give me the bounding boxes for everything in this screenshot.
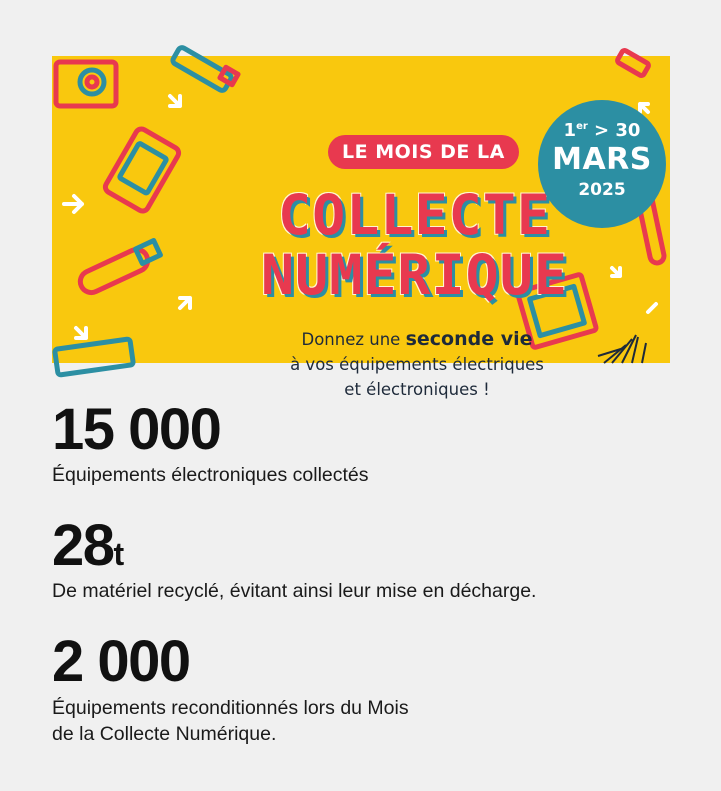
arrow-icon	[640, 104, 648, 112]
tagline-line2: à vos équipements électriques	[290, 355, 544, 374]
stat-value: 2 000	[52, 629, 190, 694]
tagline-line3: et électroniques !	[344, 380, 490, 399]
arrow-icon	[76, 328, 86, 338]
arrow-icon	[64, 196, 82, 212]
date-range	[538, 120, 666, 141]
date-badge	[538, 100, 666, 228]
stat-label-collected: Équipements électroniques collectés	[52, 464, 369, 486]
banner-pill-label: LE MOIS DE LA	[328, 135, 519, 169]
tagline-line1	[252, 327, 582, 352]
banner-title-line1: COLLECTE	[278, 183, 551, 247]
stat-value: 15 000	[52, 397, 221, 462]
arrow-icon	[180, 298, 190, 308]
tagline-pre: Donnez une	[301, 330, 406, 349]
gadget-icon	[617, 49, 650, 76]
stat-number-collected	[52, 396, 220, 463]
smartphone-icon	[103, 127, 181, 213]
date-range-rest: > 30	[587, 120, 641, 141]
date-day-start: 1	[563, 120, 577, 141]
arrow-icon	[648, 304, 656, 312]
banner-title-line2: NUMÉRIQUE	[260, 243, 568, 307]
stat-number-refurbished	[52, 628, 190, 695]
camera-icon	[56, 62, 116, 106]
stat-unit: t	[113, 536, 125, 572]
cable-icon	[598, 335, 646, 363]
stat-label-line1: Équipements reconditionnés lors du Mois	[52, 697, 409, 719]
stat-label-recycled: De matériel recyclé, évitant ainsi leur mise en décharge.	[52, 580, 537, 602]
collecte-numerique-banner	[52, 56, 670, 399]
date-month: MARS	[552, 142, 652, 177]
stat-label-line2: de la Collecte Numérique.	[52, 723, 277, 745]
date-day-sup: er	[576, 121, 588, 132]
arrow-icon	[170, 96, 180, 106]
banner-tagline	[252, 327, 582, 402]
stat-number-recycled	[52, 512, 124, 579]
usb-key-icon	[172, 46, 239, 92]
usb-stick-icon	[77, 241, 161, 297]
stat-value: 28	[52, 513, 114, 578]
tagline-bold: seconde vie	[405, 328, 533, 350]
keyboard-icon	[55, 339, 134, 375]
date-year: 2025	[578, 180, 626, 200]
stat-label-refurbished	[52, 695, 409, 747]
